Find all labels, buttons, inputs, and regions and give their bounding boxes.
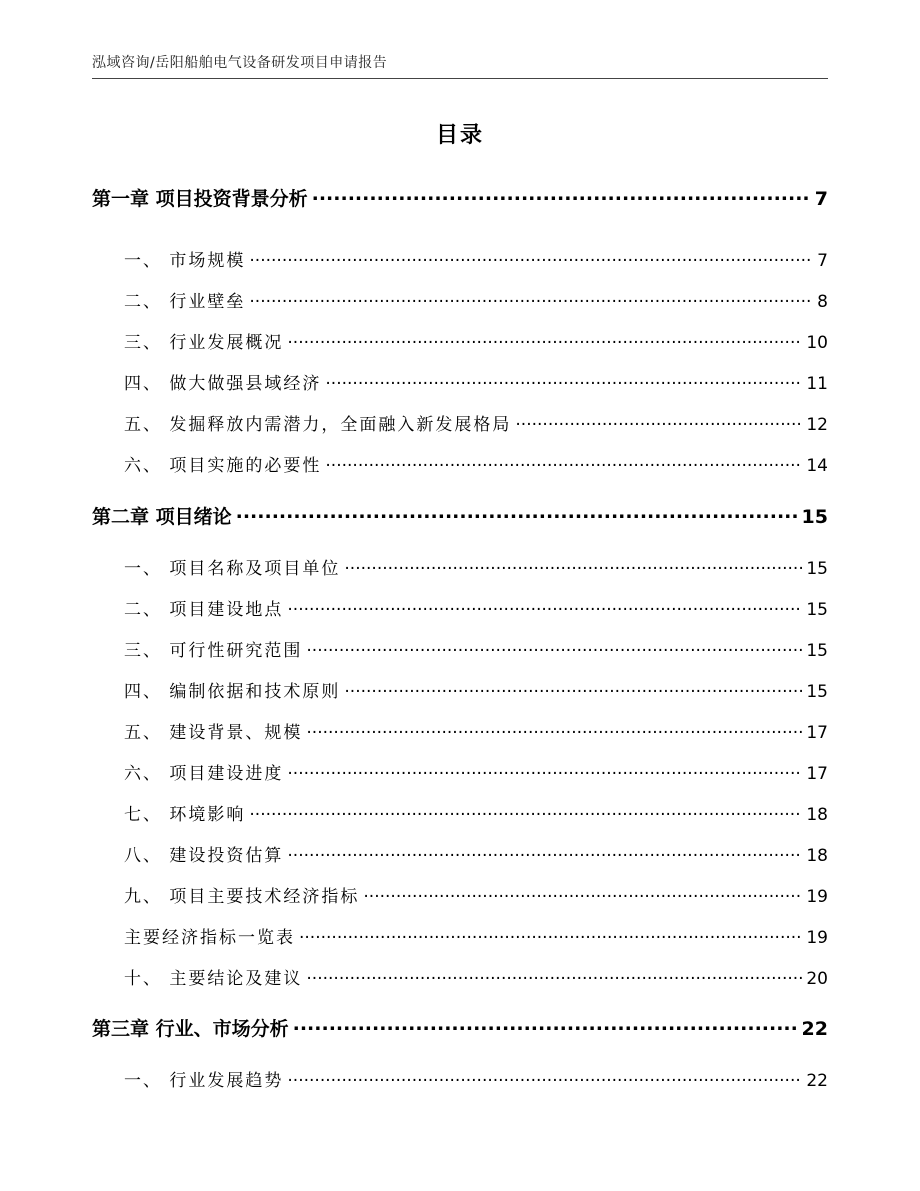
toc-page-number: 15 [801,506,828,528]
toc-section[interactable] [92,882,828,907]
toc-section[interactable] [92,451,828,476]
toc-page-number: 7 [814,188,828,210]
toc-section[interactable] [92,595,828,620]
toc-page-number: 19 [806,928,828,948]
toc-page-number: 17 [806,723,828,743]
toc-dot-leader [325,372,802,389]
page-header: 泓域咨询/岳阳船舶电气设备研发项目申请报告 [92,55,388,71]
toc-section[interactable] [92,759,828,784]
toc-dot-leader [236,504,798,523]
toc-dot-leader [306,967,802,984]
toc-page-number: 18 [806,805,828,825]
toc-page-number: 8 [817,292,828,312]
toc-entry-label: 第二章 项目绪论 [92,506,232,528]
toc-dot-leader [287,844,802,861]
toc-section[interactable] [92,923,828,948]
toc-entry-label: 六、 项目建设进度 [124,764,284,784]
toc-dot-leader [363,885,802,902]
toc-section[interactable] [92,554,828,579]
toc-section[interactable] [92,287,828,312]
toc-entry-label: 七、 环境影响 [124,805,246,825]
toc-section[interactable] [92,328,828,353]
toc-entry-label: 二、 行业壁垒 [124,292,246,312]
toc-dot-leader [306,639,802,656]
toc-title: 目录 [435,123,484,148]
toc-dot-leader [299,926,802,943]
toc-page-number: 22 [801,1018,828,1040]
toc-entry-label: 一、 行业发展趋势 [124,1071,284,1091]
toc-dot-leader [306,721,802,738]
toc-entry-label: 主要经济指标一览表 [124,928,295,948]
toc-page-number: 15 [806,559,828,579]
toc-section[interactable] [92,841,828,866]
toc-dot-leader [287,762,802,779]
toc-page-number: 19 [806,887,828,907]
toc-page-number: 17 [806,764,828,784]
toc-section[interactable] [92,246,828,271]
toc-page-number: 12 [806,415,828,435]
toc-page-number: 15 [806,641,828,661]
toc-chapter-3[interactable] [92,1014,828,1041]
toc-entry-label: 第一章 项目投资背景分析 [92,188,308,210]
toc-page-number: 20 [806,969,828,989]
toc-dot-leader [344,680,802,697]
toc-dot-leader [293,1016,798,1035]
toc-section[interactable] [92,369,828,394]
toc-dot-leader [249,803,802,820]
toc-page-number: 18 [806,846,828,866]
toc-section[interactable] [92,964,828,989]
toc-entry-label: 四、 编制依据和技术原则 [124,682,341,702]
toc-dot-leader [312,186,811,205]
toc-page-number: 15 [806,600,828,620]
toc-entry-label: 五、 建设背景、规模 [124,723,303,743]
toc-page-number: 11 [806,374,828,394]
toc-dot-leader [287,598,802,615]
toc-entry-label: 四、 做大做强县域经济 [124,374,322,394]
toc-dot-leader [287,331,802,348]
toc-section[interactable] [92,636,828,661]
toc-entry-label: 三、 行业发展概况 [124,333,284,353]
toc-section[interactable] [92,677,828,702]
toc-chapter-1[interactable] [92,184,828,211]
toc-dot-leader [515,413,802,430]
toc-chapter-2[interactable] [92,502,828,529]
toc-entry-label: 二、 项目建设地点 [124,600,284,620]
toc-dot-leader [344,557,802,574]
toc-page-number: 14 [806,456,828,476]
toc-entry-label: 九、 项目主要技术经济指标 [124,887,360,907]
header-rule [92,78,828,79]
toc-entry-label: 第三章 行业、市场分析 [92,1018,289,1040]
toc-entry-label: 一、 项目名称及项目单位 [124,559,341,579]
toc-section[interactable] [92,718,828,743]
toc-entry-label: 十、 主要结论及建议 [124,969,303,989]
toc-section[interactable] [92,1066,828,1091]
toc-page-number: 10 [806,333,828,353]
toc-section[interactable] [92,410,828,435]
toc-entry-label: 六、 项目实施的必要性 [124,456,322,476]
toc-dot-leader [249,290,813,307]
toc-entry-label: 五、 发掘释放内需潜力，全面融入新发展格局 [124,415,512,435]
toc-page-number: 7 [817,251,828,271]
toc-entry-label: 三、 可行性研究范围 [124,641,303,661]
toc-page-number: 15 [806,682,828,702]
toc-page-number: 22 [806,1071,828,1091]
toc-entry-label: 一、 市场规模 [124,251,246,271]
toc-entry-label: 八、 建设投资估算 [124,846,284,866]
toc-dot-leader [325,454,802,471]
toc-dot-leader [287,1069,802,1086]
toc-dot-leader [249,249,813,266]
toc-section[interactable] [92,800,828,825]
